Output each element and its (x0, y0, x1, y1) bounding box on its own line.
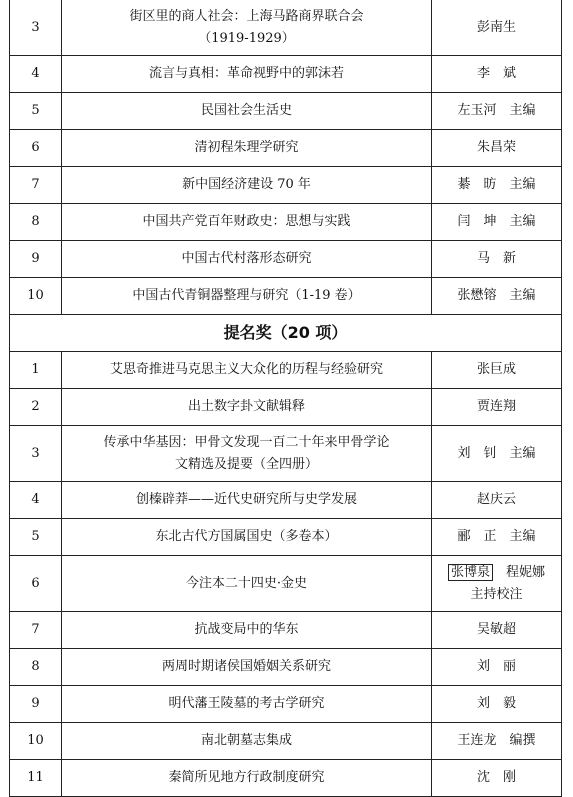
book-title: 抗战变局中的华东 (62, 612, 432, 649)
row-number: 3 (10, 0, 62, 56)
book-title: 清初程朱理学研究 (62, 130, 432, 167)
row-number: 4 (10, 56, 62, 93)
author: 马 新 (432, 241, 562, 278)
author: 郦 正 主编 (432, 519, 562, 556)
row-number: 9 (10, 241, 62, 278)
table-row (10, 130, 562, 167)
author: 张博泉 程妮娜 主持校注 (432, 556, 562, 612)
book-title: 两周时期诸侯国婚姻关系研究 (62, 649, 432, 686)
author: 赵庆云 (432, 482, 562, 519)
table-row (10, 686, 562, 723)
author: 吴敏超 (432, 612, 562, 649)
section-header-row (10, 315, 562, 352)
section-heading: 提名奖（20 项） (10, 315, 562, 352)
row-number: 5 (10, 93, 62, 130)
book-title: 流言与真相：革命视野中的郭沫若 (62, 56, 432, 93)
book-title: 艾思奇推进马克思主义大众化的历程与经验研究 (62, 352, 432, 389)
table-row (10, 649, 562, 686)
book-title: 秦简所见地方行政制度研究 (62, 760, 432, 797)
row-number: 11 (10, 760, 62, 797)
book-title: 中国古代村落形态研究 (62, 241, 432, 278)
author: 张巨成 (432, 352, 562, 389)
table-row (10, 482, 562, 519)
highlighted-author: 张博泉 (448, 564, 493, 581)
row-number: 3 (10, 426, 62, 482)
book-title: 出土数字卦文献辑释 (62, 389, 432, 426)
book-title: 中国古代青铜器整理与研究（1-19 卷） (62, 278, 432, 315)
author: 闫 坤 主编 (432, 204, 562, 241)
row-number: 5 (10, 519, 62, 556)
book-title: 创榛辟莽——近代史研究所与史学发展 (62, 482, 432, 519)
row-number: 7 (10, 167, 62, 204)
book-title: 新中国经济建设 70 年 (62, 167, 432, 204)
table-row (10, 241, 562, 278)
author: 刘 毅 (432, 686, 562, 723)
row-number: 6 (10, 556, 62, 612)
row-number: 6 (10, 130, 62, 167)
author: 刘 钊 主编 (432, 426, 562, 482)
book-title: 传承中华基因：甲骨文发现一百二十年来甲骨学论 文精选及提要（全四册） (62, 426, 432, 482)
table-row (10, 278, 562, 315)
table-row (10, 556, 562, 612)
author: 刘 丽 (432, 649, 562, 686)
table-row (10, 760, 562, 797)
author: 王连龙 编撰 (432, 723, 562, 760)
author: 綦 昉 主编 (432, 167, 562, 204)
table-row (10, 204, 562, 241)
row-number: 8 (10, 204, 62, 241)
table-row (10, 352, 562, 389)
row-number: 4 (10, 482, 62, 519)
row-number: 8 (10, 649, 62, 686)
author: 沈 刚 (432, 760, 562, 797)
author: 贾连翔 (432, 389, 562, 426)
row-number: 10 (10, 723, 62, 760)
book-title: 中国共产党百年财政史：思想与实践 (62, 204, 432, 241)
author: 彭南生 (432, 0, 562, 56)
author: 李 斌 (432, 56, 562, 93)
table-row (10, 167, 562, 204)
book-title: 街区里的商人社会：上海马路商界联合会 （1919-1929） (62, 0, 432, 56)
book-title: 今注本二十四史·金史 (62, 556, 432, 612)
author: 左玉河 主编 (432, 93, 562, 130)
table-row (10, 93, 562, 130)
book-title: 民国社会生活史 (62, 93, 432, 130)
author: 朱昌荣 (432, 130, 562, 167)
table-row (10, 519, 562, 556)
table-row (10, 56, 562, 93)
row-number: 2 (10, 389, 62, 426)
table-row (10, 0, 562, 56)
table-row (10, 426, 562, 482)
row-number: 9 (10, 686, 62, 723)
awards-table (9, 0, 562, 797)
row-number: 7 (10, 612, 62, 649)
table-row (10, 612, 562, 649)
row-number: 1 (10, 352, 62, 389)
table-row (10, 389, 562, 426)
author: 张懋镕 主编 (432, 278, 562, 315)
book-title: 南北朝墓志集成 (62, 723, 432, 760)
book-title: 明代藩王陵墓的考古学研究 (62, 686, 432, 723)
table-row (10, 723, 562, 760)
book-title: 东北古代方国属国史（多卷本） (62, 519, 432, 556)
row-number: 10 (10, 278, 62, 315)
